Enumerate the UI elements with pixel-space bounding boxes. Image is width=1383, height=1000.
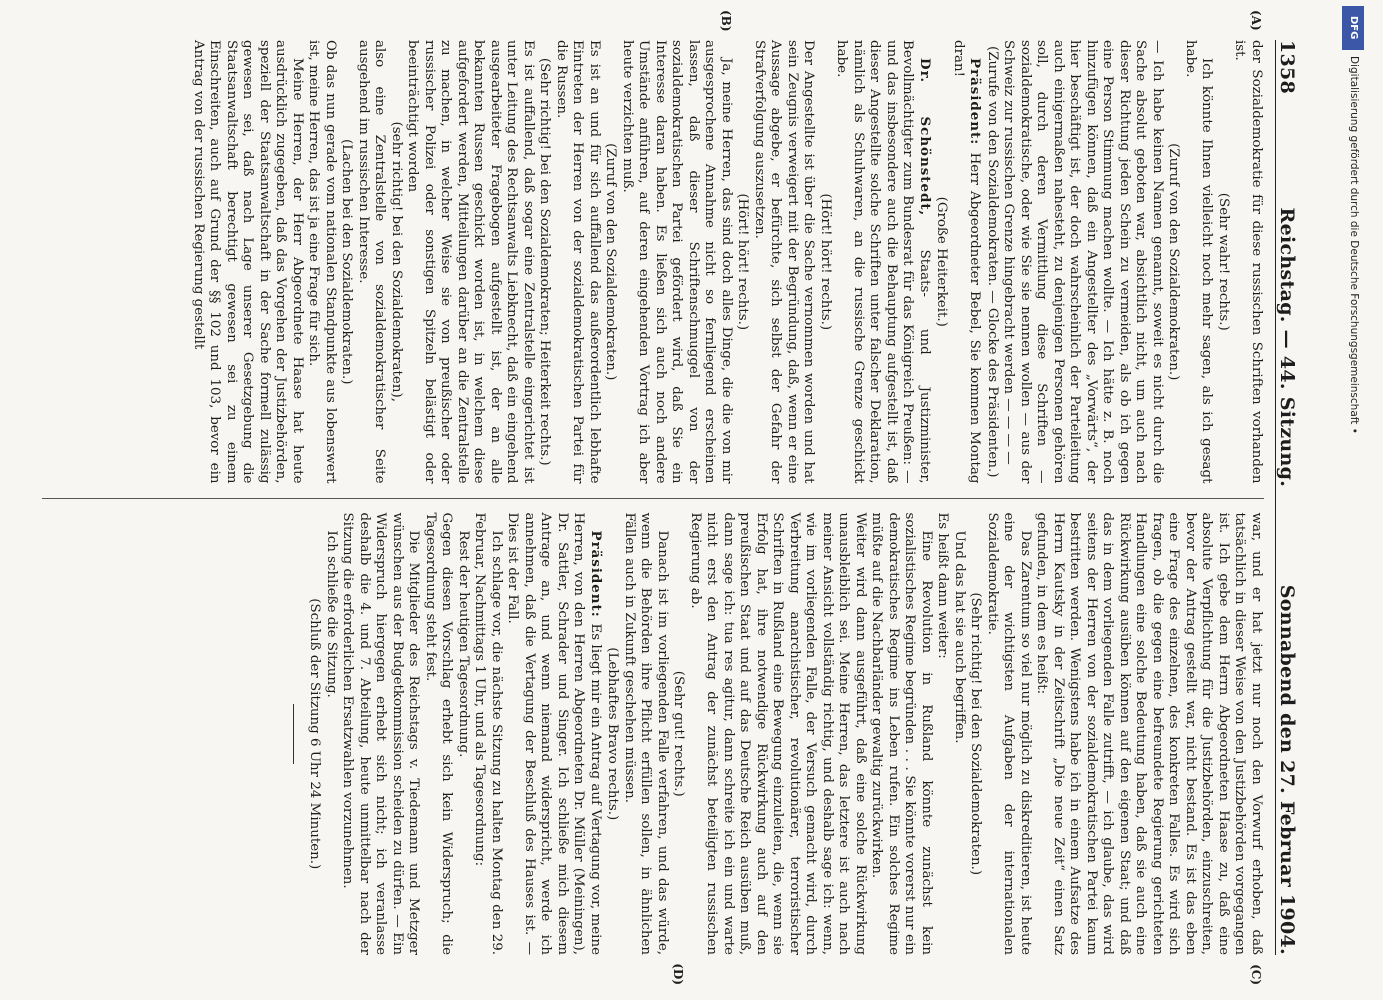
- dfg-logo: DFG: [1342, 6, 1364, 50]
- stage-direction: (Sehr wahr! rechts.): [1216, 192, 1231, 331]
- stage-direction: (Schluß der Sitzung 6 Uhr 24 Minuten.): [307, 598, 323, 870]
- stage-direction: (Lebhaftes Bravo rechts.): [605, 647, 621, 821]
- stage-direction: (Lachen bei den Sozialdemokraten.): [339, 139, 355, 385]
- right-column: [42, 498, 1264, 985]
- paragraph: Meine Herren, der Herr Abgeordnete Haase hat heute ausdrücklich zugegeben, daß das Vorgehen der Justizbehörden, speziell der Staatsanwaltschaft in der Sache formell zulässig gewesen sei, daß nach Lage unserer Gesetzgebung die Staatsanwaltschaft berechtigt gewesen sei zu einem Einschreiten, auch auf Grund der §§ 102 und 103, bevor ein Antrag von der russischen Regierung gestellt: [191, 40, 305, 484]
- paragraph: — Ich habe keinen Namen genannt, soweit es nicht durch die Sache absolut geboten war, absichtlich nicht, um auch nach dieser Richtung jeden Schein zu vermeiden, als ob ich gegen eine Person Stimmung machen wollte. — Ich hätte z. B. noch hinzufügen können, daß ein Angestellter des „Vorwärts“, der hier beschäftigt ist, der doch wahrscheinlich der Parteileitung auch einigermaßen nahesteht, zu denjenigen Personen gehören soll, durch deren Vermittlung diese Schriften — sozialdemokratische, oder wie Sie sie nennen wollen — aus der Schweiz zur russischen Grenze hingebracht werden — — — —: [1001, 40, 1165, 484]
- section-marker: (D): [671, 963, 685, 985]
- page-header: [1275, 40, 1320, 955]
- section-marker: (A): [1249, 10, 1263, 31]
- paragraph: Danach ist im vorliegenden Falle verfahren, und das würde, wenn die Behörden ihre Pflicht erfüllen sollen, in ähnlichen Fällen auch in Zukunft geschehen müssen.: [622, 512, 670, 955]
- speech-text: Herr Abgeordneter Bebel, Sie kommen Montag dran!: [951, 40, 983, 484]
- paragraph: der Sozialdemokratie für diese russischen Schriften vorhanden ist.: [1232, 40, 1264, 484]
- stage-direction: (Zurufe von den Sozialdemokraten. — Glocke des Präsidenten.): [985, 46, 1000, 478]
- paragraph: Weiter wird dann ausgeführt, daß eine solche Rückwirkung unausbleiblich sei. Meine Herren, das letztere ist auch nach meiner Ansicht vollständig richtig, und deshalb sage ich: wenn, wie im vorliegenden Falle, der Versuch gemacht wird, durch Verbreitung anarchistischer, revolutionärer, terroristischer Schriften in Rußland eine Bewegung einzuleiten, die, wenn sie Erfolg hat, ihre notwendige Rückwirkung auch auf den preußischen Staat und auf das Deutsche Reich ausüben muß, dann sage ich: tua res agitur, dann schreite ich ein und warte nicht erst den Antrag der zunächst beteiligten russischen Regierung ab.: [688, 512, 868, 955]
- stage-direction: (Sehr richtig! bei den Sozialdemokraten; Heiterkeit rechts.): [537, 57, 553, 466]
- speech-paragraph: [833, 40, 933, 484]
- paragraph: Die Mitglieder des Reichstags v. Tiedemann und Metzger wünschen aus der Budgetkommission scheiden zu dürfen. — Ein Widerspruch hiergegen erhebt sich nicht; ich veranlasse deshalb die 4. und 7. Abteilung, heute unmittelbar nach der Sitzung die erforderlichen Ersatzwahlen vorzunehmen.: [340, 512, 422, 955]
- session-title: Reichstag. — 44. Sitzung.: [1276, 207, 1298, 488]
- paragraph: Gegen diesen Vorschlag erhebt sich kein Widerspruch; die Tagesordnung steht fest.: [423, 512, 455, 955]
- text-columns: [42, 10, 1264, 985]
- paragraph: Der Angestellte ist über die Sache vernommen worden und hat sein Zeugnis verweigert mit der Begründung, daß, wenn er eine Aussage abgebe, er befürchte, sich selbst der Gefahr der Strafverfolgung auszusetzen.: [752, 40, 817, 484]
- paragraph: Ob das nun gerade vom nationalen Standpunkte aus lobenswert ist, meine Herren, das ist ja eine Frage für sich.: [306, 40, 338, 484]
- paragraph: Ich schließe die Sitzung.: [324, 530, 339, 698]
- speaker-name: Dr. Schönstedt,: [917, 58, 933, 250]
- stage-direction: (Sehr gut! rechts.): [671, 670, 687, 797]
- stage-direction: (Zuruf von den Sozialdemokraten.): [603, 143, 619, 381]
- paragraph: Es heißt dann weiter:: [935, 512, 951, 659]
- digitization-credit: Digitalisierung gefördert durch die Deutsche Forschungsgemeinschaft •: [1348, 56, 1360, 434]
- speech-paragraph: [950, 40, 984, 484]
- stage-direction: (sehr richtig! bei den Sozialdemokraten),: [389, 121, 404, 402]
- paragraph: also eine Zentralstelle von sozialdemokratischer Seite ausgehend im russischen Interesse.: [356, 40, 388, 484]
- paragraph: Ich schlage vor, die nächste Sitzung zu halten Montag den 29. Februar, Nachmittags 1 Uhr, und als Tagesordnung:: [472, 512, 504, 955]
- paragraph: Ich könnte Ihnen vielleicht noch mehr sagen, als ich gesagt habe.: [1183, 40, 1215, 484]
- stage-direction: (Zuruf von den Sozialdemokraten.): [1166, 143, 1182, 381]
- quotation: Eine Revolution in Rußland könnte zunächst kein sozialistisches Regime begründen . . . Sie könnte vorerst nur ein demokratisches Regime ins Leben rufen. Ein solches Regime müßte auf die Nachbarländer gewaltig zurückwirken.: [869, 512, 934, 955]
- speech-text: Es liegt mir ein Antrag auf Vertagung vor, meine Herren, von den Herren Abgeordneten Dr. Müller (Meiningen), Dr. Sattler, Schrader und Singer. Ich schließe mich diesem Antrage an, und wenn niemand widerspricht, werde ich annehmen, daß die Vertagung der Beschluß des Hauses ist. — Dies ist der Fall.: [505, 512, 603, 955]
- quotation: Das Zarentum so viel nur möglich zu diskreditieren, ist heute eine der wichtigsten Aufgaben der internationalen Sozialdemokratie.: [985, 512, 1033, 955]
- stage-direction: (Sehr richtig! bei den Sozialdemokraten.): [968, 592, 984, 876]
- section-marker: (B): [719, 10, 733, 32]
- stage-direction: (Hört! hört! rechts.): [818, 193, 833, 331]
- speech-text: Staats- und Justizminister, Bevollmächtigter zum Bundesrat für das Königreich Preußen: — und das insbesondere auch die Behauptung aufgestellt ist, daß dieser Angestellte solche Schriften unter falscher Deklaration, nämlich als Schuhwaren, an die russische Grenze geschickt habe.: [834, 40, 932, 484]
- stage-direction: (Hört! hört! rechts.): [735, 193, 751, 331]
- session-date: Sonnabend den 27. Februar 1904.: [1276, 584, 1298, 955]
- speech-paragraph: [504, 513, 604, 956]
- quotation: Rest der heutigen Tagesordnung.: [456, 530, 471, 758]
- left-column: [42, 10, 1264, 498]
- paragraph: war, und er hat jetzt nur noch den Vorwurf erhoben, daß tatsächlich in dieser Weise von den Justizbehörden vorgegangen ist. Ich gebe dem Herrn Abgeordneten Haase zu, daß eine absolute Verpflichtung für die Justizbehörden, einzuschreiten, bevor der Antrag gestellt war, nicht bestand. Es ist das eben eine Frage des einzelnen, des konkreten Falles. Es wird sich fragen, ob die gegen eine befreundete Regierung gerichteten Handlungen eine solche Bedeutung haben, daß sie auch eine Rückwirkung ausüben können auf den eigenen Staat; und daß das in dem vorliegenden Falle zutrifft, — ich glaube, das wird seitens der Herren von der sozialdemokratischen Partei kaum bestritten werden. Wenigstens habe ich in einem Aufsatze des Herrn Kautsky in der Zeitschrift „Die neue Zeit“ einen Satz gefunden, in dem es heißt:: [1034, 512, 1264, 955]
- paragraph: Und das hat sie auch begriffen.: [952, 530, 967, 744]
- speaker-name: Präsident:: [588, 530, 604, 624]
- speaker-name: Präsident:: [967, 58, 984, 153]
- page-number: 1358: [1276, 40, 1298, 95]
- document-page: [18, 0, 1338, 1000]
- end-rule: [293, 704, 294, 764]
- section-marker: (C): [1249, 964, 1263, 985]
- paragraph: Ja, meine Herren, das sind doch alles Dinge, die die von mir ausgesprochene Annahme nicht so fernliegend erscheinen lassen, daß dieser Schriftenschmuggel von der sozialdemokratischen Partei gefördert wird, daß Sie ein Interesse daran haben. Es ließen sich auch noch andere Umstände anführen, auf deren eingehenden Vortrag ich aber heute verzichten muß.: [620, 40, 734, 484]
- stage-direction: (Große Heiterkeit.): [934, 196, 950, 327]
- paragraph: Es ist auffallend, daß sogar eine Zentralstelle eingerichtet ist unter Leitung des Rechtsanwalts Liebknecht, daß ein eingehend ausgearbeiteter Fragebogen aufgestellt ist, der an alle bekannten Russen geschickt worden ist, in welchem diese aufgefordert werden, Mitteilungen darüber an die Zentralstelle zu machen, in welcher Weise sie von preußischer oder russischer Polizei oder sonstigen Spitzeln belästigt oder beeinträchtigt worden: [405, 40, 536, 484]
- paragraph: Es ist an und für sich auffallend das außerordentlich lebhafte Eintreten der Herren von der sozialdemokratischen Partei für die Russen.: [554, 40, 602, 484]
